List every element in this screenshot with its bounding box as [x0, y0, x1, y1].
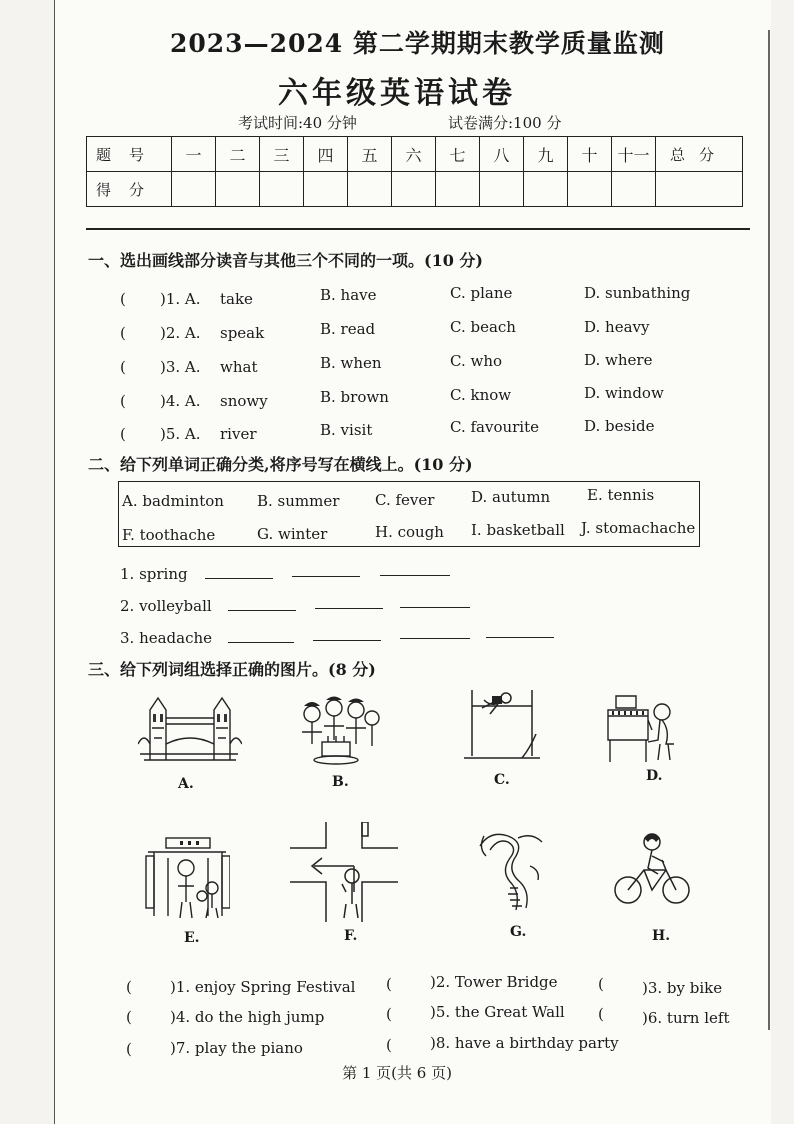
word-item: B. summer: [257, 492, 340, 510]
option-d: D. beside: [584, 417, 655, 435]
option-d: D. where: [584, 351, 653, 369]
match-item: )1. enjoy Spring Festival: [170, 978, 356, 996]
match-item: )8. have a birthday party: [430, 1034, 619, 1052]
page-footer: 第 1 页(共 6 页): [342, 1064, 452, 1082]
great-wall-picture: [470, 826, 554, 916]
high-jump-picture: [462, 686, 542, 766]
score-col-2: 二: [216, 137, 260, 172]
answer-paren[interactable]: (: [120, 290, 126, 308]
answer-blank[interactable]: [313, 640, 381, 641]
exam-full-score: 试卷满分:100 分: [448, 114, 562, 132]
header-divider: [86, 228, 750, 230]
section3-title: 三、给下列词组选择正确的图片。(8 分): [88, 660, 376, 679]
question-number: )1. A.: [160, 290, 201, 308]
category-label: 1. spring: [120, 565, 188, 583]
option-b: B. visit: [320, 421, 373, 439]
score-cell[interactable]: [524, 172, 568, 207]
option-d: D. heavy: [584, 318, 650, 336]
word-item: D. autumn: [471, 488, 551, 506]
option-c: C. know: [450, 386, 512, 404]
score-col-8: 八: [480, 137, 524, 172]
match-item: )5. the Great Wall: [430, 1003, 565, 1021]
score-col-10: 十: [568, 137, 612, 172]
answer-blank[interactable]: [228, 642, 294, 643]
page-fold-edge: [768, 30, 770, 1030]
score-col-1: 一: [172, 137, 216, 172]
match-item: )4. do the high jump: [170, 1008, 325, 1026]
score-col-4: 四: [304, 137, 348, 172]
bike-picture: [612, 830, 692, 910]
option-c: C. beach: [450, 318, 516, 336]
score-col-total: 总分: [656, 137, 743, 172]
picture-label-a: A.: [178, 776, 194, 792]
tower-bridge-picture: [138, 688, 242, 768]
option-a: snowy: [220, 392, 268, 410]
section1-title: 一、选出画线部分读音与其他三个不同的一项。(10 分): [88, 251, 483, 270]
answer-paren[interactable]: (: [120, 425, 126, 443]
score-cell[interactable]: [568, 172, 612, 207]
answer-blank[interactable]: [486, 637, 554, 638]
score-col-5: 五: [348, 137, 392, 172]
score-cell[interactable]: [436, 172, 480, 207]
score-table-score-row: [87, 172, 743, 207]
picture-label-g: G.: [510, 924, 527, 940]
score-table-header-row: [87, 137, 743, 172]
picture-label-f: F.: [344, 928, 358, 944]
option-c: C. who: [450, 352, 503, 370]
word-item: J. stomachache: [581, 519, 696, 537]
answer-blank[interactable]: [228, 610, 296, 611]
answer-paren[interactable]: (: [386, 975, 392, 993]
picture-label-h: H.: [652, 928, 671, 944]
answer-paren[interactable]: (: [126, 1008, 132, 1026]
option-d: D. sunbathing: [584, 284, 691, 302]
score-cell[interactable]: [480, 172, 524, 207]
answer-paren[interactable]: (: [120, 358, 126, 376]
score-cell-total[interactable]: [656, 172, 743, 207]
score-cell[interactable]: [172, 172, 216, 207]
option-a: take: [220, 290, 253, 308]
exam-subtitle: 六年级英语试卷: [278, 76, 516, 111]
answer-paren[interactable]: (: [386, 1005, 392, 1023]
section2-title: 二、给下列单词正确分类,将序号写在横线上。(10 分): [88, 455, 473, 474]
score-col-7: 七: [436, 137, 480, 172]
question-number: )2. A.: [160, 324, 201, 342]
score-col-11: 十一: [612, 137, 656, 172]
category-label: 2. volleyball: [120, 597, 212, 615]
word-item: A. badminton: [122, 492, 224, 510]
answer-paren[interactable]: (: [126, 1040, 132, 1058]
question-number: )4. A.: [160, 392, 201, 410]
picture-label-e: E.: [184, 930, 200, 946]
match-item: )7. play the piano: [170, 1039, 303, 1057]
answer-paren[interactable]: (: [126, 978, 132, 996]
word-bank: [118, 481, 700, 547]
option-b: B. have: [320, 286, 377, 304]
answer-blank[interactable]: [400, 638, 470, 639]
answer-blank[interactable]: [315, 608, 383, 609]
option-a: river: [220, 425, 257, 443]
option-c: C. favourite: [450, 418, 540, 436]
option-c: C. plane: [450, 284, 513, 302]
option-b: B. when: [320, 354, 382, 372]
answer-paren[interactable]: (: [386, 1036, 392, 1054]
option-b: B. read: [320, 320, 376, 338]
exam-time: 考试时间:40 分钟: [238, 114, 357, 132]
answer-blank[interactable]: [380, 575, 450, 576]
answer-blank[interactable]: [292, 576, 360, 577]
score-cell[interactable]: [304, 172, 348, 207]
match-item: )6. turn left: [642, 1009, 730, 1027]
score-cell[interactable]: [216, 172, 260, 207]
option-a: what: [220, 358, 258, 376]
spring-festival-picture: [136, 836, 230, 922]
score-cell[interactable]: [612, 172, 656, 207]
word-item: E. tennis: [587, 486, 655, 504]
category-label: 3. headache: [120, 629, 213, 647]
score-table-label: 题号: [87, 137, 172, 172]
score-col-9: 九: [524, 137, 568, 172]
word-item: F. toothache: [122, 526, 216, 544]
answer-paren[interactable]: (: [598, 1005, 604, 1023]
word-item: I. basketball: [471, 521, 565, 539]
exam-title: 2023—2024 第二学期期末教学质量监测: [170, 29, 665, 58]
turn-left-picture: [290, 822, 398, 922]
piano-picture: [604, 690, 680, 766]
option-b: B. brown: [320, 388, 389, 406]
score-cell[interactable]: [260, 172, 304, 207]
word-item: G. winter: [257, 525, 328, 543]
answer-paren[interactable]: (: [120, 392, 126, 410]
score-col-3: 三: [260, 137, 304, 172]
picture-label-c: C.: [494, 772, 510, 788]
question-number: )5. A.: [160, 425, 201, 443]
word-item: C. fever: [375, 491, 435, 509]
score-col-6: 六: [392, 137, 436, 172]
birthday-party-picture: [294, 694, 386, 772]
question-number: )3. A.: [160, 358, 201, 376]
match-item: )3. by bike: [642, 979, 723, 997]
word-item: H. cough: [375, 523, 444, 541]
score-cell[interactable]: [348, 172, 392, 207]
score-cell[interactable]: [392, 172, 436, 207]
picture-label-b: B.: [332, 774, 349, 790]
picture-label-d: D.: [646, 768, 663, 784]
match-item: )2. Tower Bridge: [430, 973, 558, 991]
answer-blank[interactable]: [205, 578, 273, 579]
answer-paren[interactable]: (: [598, 975, 604, 993]
score-table: [86, 136, 743, 207]
option-d: D. window: [584, 384, 664, 402]
answer-blank[interactable]: [400, 607, 470, 608]
option-a: speak: [220, 324, 265, 342]
answer-paren[interactable]: (: [120, 324, 126, 342]
score-row-label: 得分: [87, 172, 172, 207]
